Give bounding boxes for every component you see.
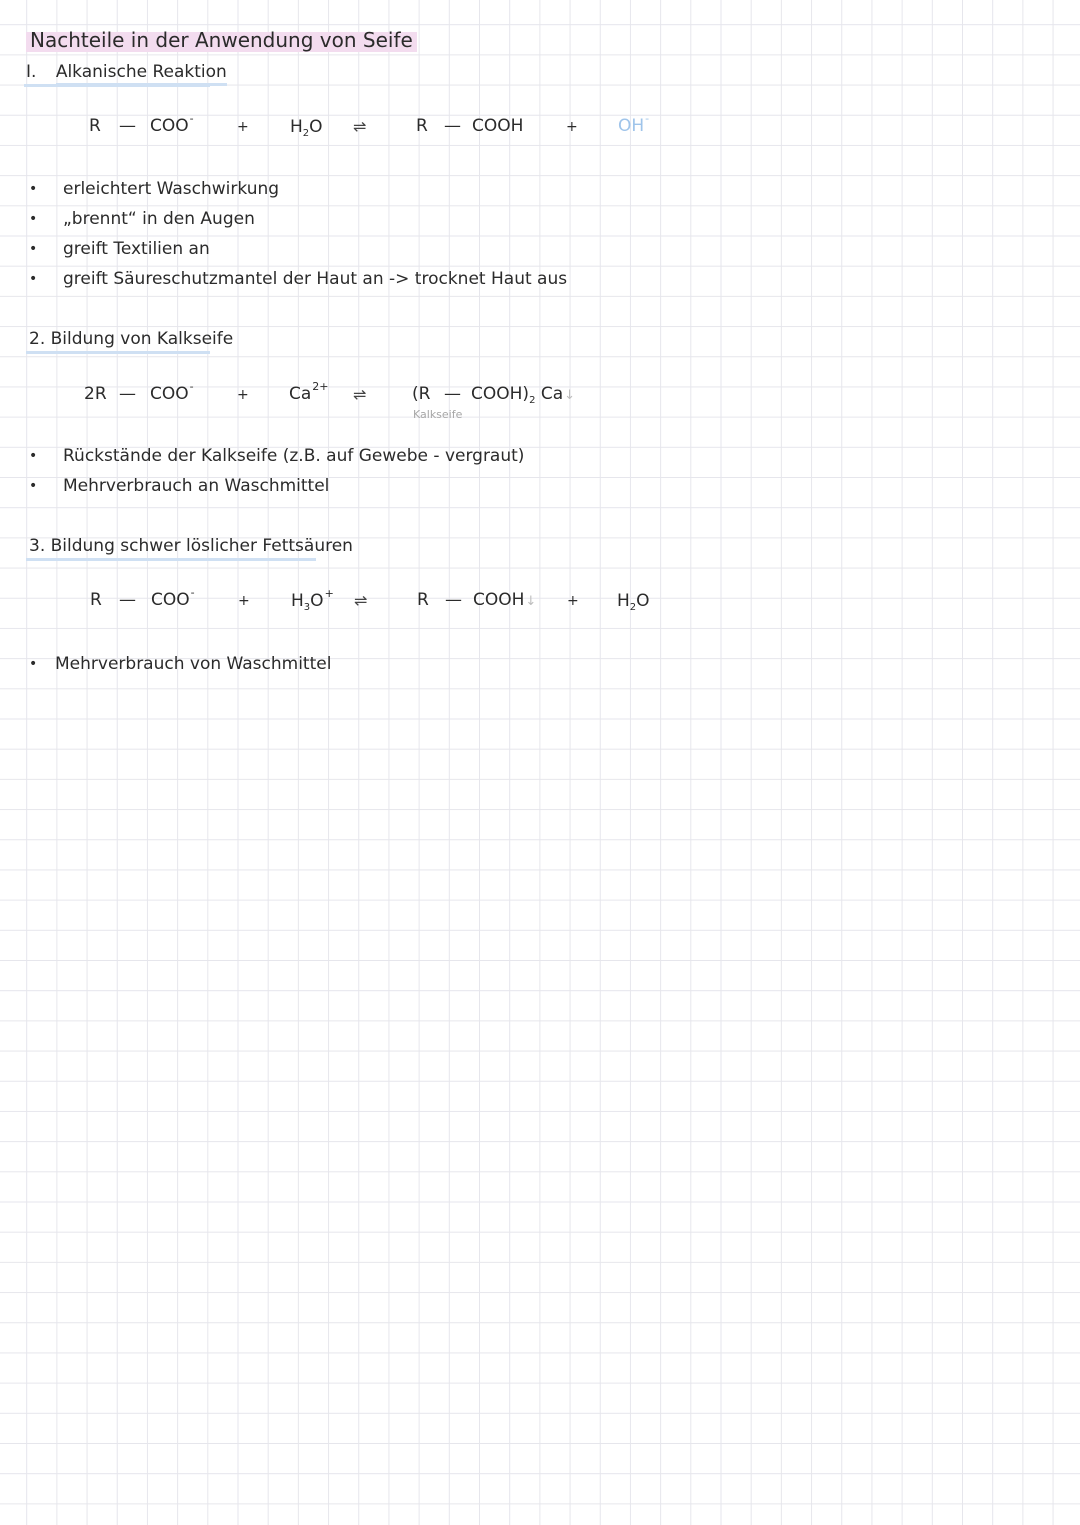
eq2-open: (R	[412, 384, 431, 404]
eq2-index: 2	[529, 395, 536, 406]
eq3-o: O	[310, 591, 324, 611]
eq1-water-h: H	[290, 117, 303, 137]
eq1-water-o: O	[309, 117, 323, 137]
eq2-coo: COO	[150, 384, 189, 404]
eq1-plus-1: +	[237, 119, 249, 135]
bullet-dot-icon: •	[29, 478, 38, 494]
eq3-water-o: O	[636, 591, 650, 611]
eq3-bond-product: —	[445, 590, 462, 610]
page-title: Nachteile in der Anwendung von Seife	[26, 28, 417, 54]
list-item: greift Textilien an	[63, 239, 210, 259]
eq1-hydroxide	[618, 112, 650, 136]
equilibrium-arrow-icon: ⇌	[354, 591, 368, 610]
bullet-dot-icon: •	[29, 271, 38, 287]
eq3-water-h: H	[617, 591, 630, 611]
list-item: Mehrverbrauch an Waschmittel	[63, 476, 330, 496]
eq1-cooh: COOH	[472, 116, 524, 136]
kalkseife-note: Kalkseife	[413, 408, 463, 421]
eq3-water	[617, 591, 650, 611]
eq2-r: 2R	[84, 384, 107, 404]
list-item: erleichtert Waschwirkung	[63, 179, 280, 199]
eq1-bond-product: —	[444, 116, 461, 136]
list-item: Mehrverbrauch von Waschmittel	[55, 654, 332, 674]
eq2-product	[471, 384, 575, 404]
eq1-water-index: 2	[302, 128, 310, 139]
eq2-ca-product: Ca	[540, 384, 564, 404]
eq2-carboxylate	[150, 380, 194, 404]
eq3-coo-charge: -	[190, 586, 195, 599]
eq2-ca-charge: 2+	[312, 380, 329, 393]
eq2-calcium	[289, 380, 329, 404]
list-item: greift Säureschutzmantel der Haut an -> trocknet Haut aus	[63, 269, 568, 289]
eq1-coo: COO	[150, 116, 189, 136]
section-3-heading: 3. Bildung schwer löslicher Fettsäuren	[29, 536, 353, 556]
eq3-r-product: R	[417, 590, 429, 610]
section-1-number: I.	[26, 62, 37, 82]
eq3-cooh	[473, 590, 536, 610]
eq3-cooh-text: COOH	[473, 590, 525, 610]
eq1-plus-2: +	[566, 119, 578, 135]
eq3-carboxylate	[151, 586, 195, 610]
eq3-plus-1: +	[238, 593, 250, 609]
section-1-title: Alkanische Reaktion	[56, 62, 227, 86]
bullet-dot-icon: •	[29, 656, 38, 672]
eq1-oh-charge: -	[645, 112, 650, 125]
precipitate-arrow-icon: ↓	[525, 594, 537, 609]
equilibrium-arrow-icon: ⇌	[353, 117, 367, 136]
eq3-index: 3	[303, 602, 311, 613]
eq1-r: R	[89, 116, 101, 136]
section-2-heading: 2. Bildung von Kalkseife	[29, 329, 234, 349]
eq3-plus-2: +	[567, 593, 579, 609]
eq1-carboxylate	[150, 112, 194, 136]
precipitate-arrow-icon: ↓	[564, 388, 576, 403]
eq3-hydronium	[291, 587, 334, 613]
eq3-bond: —	[119, 590, 136, 610]
section-1-heading	[26, 62, 227, 82]
list-item: Rückstände der Kalkseife (z.B. auf Gewebe - vergraut)	[63, 446, 525, 466]
section-1-underline	[24, 84, 210, 87]
eq2-cooh: COOH)	[471, 384, 530, 404]
eq3-r: R	[90, 590, 102, 610]
eq1-water	[290, 117, 323, 137]
section-2-underline	[26, 351, 210, 354]
eq1-coo-charge: -	[189, 112, 194, 125]
eq2-plus: +	[237, 387, 249, 403]
eq3-charge: +	[324, 587, 334, 600]
eq1-oh: OH	[618, 116, 645, 136]
bullet-dot-icon: •	[29, 181, 38, 197]
eq3-h: H	[291, 591, 304, 611]
bullet-dot-icon: •	[29, 211, 38, 227]
eq1-r-product: R	[416, 116, 428, 136]
eq2-coo-charge: -	[189, 380, 194, 393]
bullet-dot-icon: •	[29, 241, 38, 257]
section-3-underline	[26, 558, 316, 561]
eq2-ca: Ca	[289, 384, 312, 404]
eq1-bond: —	[119, 116, 136, 136]
bullet-dot-icon: •	[29, 448, 38, 464]
eq3-water-index: 2	[629, 602, 637, 613]
eq2-bond: —	[119, 384, 136, 404]
eq3-coo: COO	[151, 590, 190, 610]
equilibrium-arrow-icon: ⇌	[353, 385, 367, 404]
list-item: „brennt“ in den Augen	[63, 209, 255, 229]
eq2-bond-product: —	[444, 384, 461, 404]
